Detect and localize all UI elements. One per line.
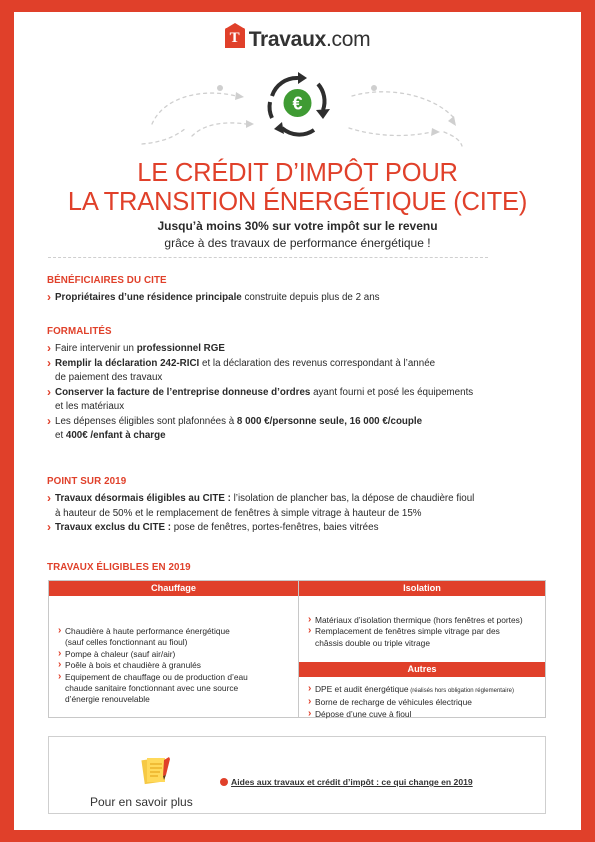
logo[interactable] <box>14 28 581 52</box>
list-item: › Remplir la déclaration 242-RICI et la déclaration des revenus correspondant à l’année de paiement des travaux <box>47 357 552 386</box>
page <box>14 12 581 830</box>
chauffage-list <box>49 596 298 706</box>
chauffage-column <box>49 581 299 717</box>
learn-more-label: Pour en savoir plus <box>90 795 193 809</box>
isolation-list <box>299 596 545 662</box>
title-line-1: LE CRÉDIT D’IMPÔT POUR <box>137 159 458 187</box>
logo-text <box>249 28 371 52</box>
subtitle-line-1: Jusqu’à moins 30% sur votre impôt sur le revenu <box>157 219 438 233</box>
learn-more-link[interactable]: Aides aux travaux et crédit d’impôt : ce qui change en 2019 <box>220 777 473 787</box>
list-item: › DPE et audit énergétique (réalisés hors obligation réglementaire) <box>308 684 539 697</box>
autres-header: Autres <box>299 662 545 677</box>
list-item: › Poêle à bois et chaudière à granulés <box>58 660 292 671</box>
euro-symbol: € <box>292 93 303 114</box>
bullet-dot-icon <box>220 778 228 786</box>
list-item: › Les dépenses éligibles sont plafonnées à 8 000 €/personne seule, 16 000 €/couple et 400€ /enfant à charge <box>47 415 552 444</box>
section-beneficiaires <box>47 275 552 306</box>
section-title: BÉNÉFICIAIRES DU CITE <box>47 275 167 286</box>
isolation-header: Isolation <box>299 581 545 596</box>
list-item: › Travaux désormais éligibles au CITE : l’isolation de plancher bas, la dépose de chaudière fioul à hauteur de 50% et le remplacement de fenêtres à simple vitrage à hauteur de 15% <box>47 492 552 521</box>
section-point-2019 <box>47 476 552 536</box>
list-item: › Remplacement de fenêtres simple vitrage par des châssis double ou triple vitrage <box>308 626 539 649</box>
logo-icon: T <box>225 28 245 48</box>
section-title: TRAVAUX ÉLIGIBLES EN 2019 <box>47 562 191 573</box>
list-item: › Pompe à chaleur (sauf air/air) <box>58 649 292 660</box>
autres-list <box>299 677 545 720</box>
list-item: › Travaux exclus du CITE : pose de fenêtres, portes-fenêtres, baies vitrées <box>47 521 552 536</box>
divider <box>48 257 488 258</box>
section-title: FORMALITÉS <box>47 326 112 337</box>
list-item: › Dépose d’une cuve à fioul <box>308 709 539 720</box>
list-item: › Propriétaires d’une résidence principale construite depuis plus de 2 ans <box>47 291 552 306</box>
document-pencil-icon <box>139 755 173 789</box>
isolation-autres-column <box>299 581 545 717</box>
section-title: POINT SUR 2019 <box>47 476 127 487</box>
list-item: › Conserver la facture de l’entreprise donneuse d’ordres ayant fourni et posé les équipements et les matériaux <box>47 386 552 415</box>
list-item: › Equipement de chauffage ou de production d’eau chaude sanitaire fonctionnant avec une source d’énergie renouvelable <box>58 672 292 706</box>
list-item: › Faire intervenir un professionnel RGE <box>47 342 552 357</box>
energy-cycle-illustration <box>14 66 581 150</box>
title-line-2: LA TRANSITION ÉNERGÉTIQUE (CITE) <box>67 188 528 216</box>
logo-name-rest: .com <box>325 28 371 51</box>
logo-name-bold: Travaux <box>248 28 326 51</box>
subtitle <box>14 218 581 252</box>
learn-more-box <box>48 736 546 814</box>
chauffage-header: Chauffage <box>49 581 298 596</box>
travaux-table <box>48 580 546 718</box>
list-item: › Matériaux d’isolation thermique (hors fenêtres et portes) <box>308 615 539 626</box>
subtitle-line-2: grâce à des travaux de performance énergétique ! <box>164 236 431 250</box>
page-title <box>14 159 581 217</box>
section-travaux <box>47 562 552 578</box>
list-item: › Chaudière à haute performance énergétique (sauf celles fonctionnant au fioul) <box>58 626 292 649</box>
section-formalites <box>47 326 552 444</box>
list-item: › Borne de recharge de véhicules électrique <box>308 697 539 708</box>
